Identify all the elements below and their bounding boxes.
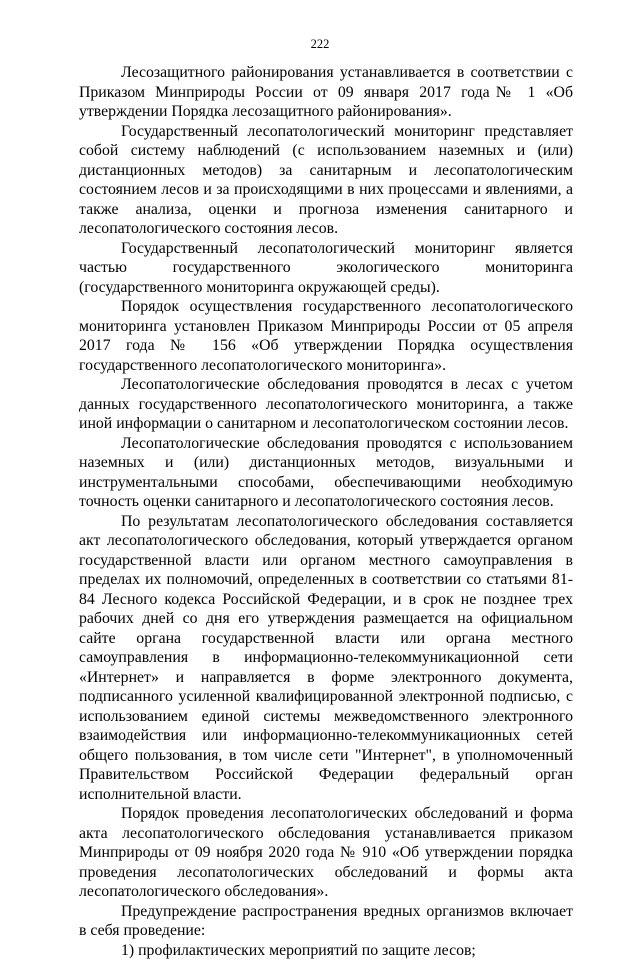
paragraph-survey-methods: Лесопатологические обследования проводятся с использованием наземных и (или) дистанционных методов, визуальными и инструментальными способами, обеспечивающими необходимую точность оценки санитарного и лесопатологического состояния лесов.: [79, 434, 573, 512]
paragraph-survey-procedure-order: Порядок проведения лесопатологических обследований и форма акта лесопатологического обследования устанавливается приказом Минприроды от 09 ноября 2020 года № 910 «Об утверждении порядка проведения лесопатологических обследований и формы акта лесопатологического обследования».: [79, 804, 573, 902]
document-body: [79, 63, 573, 960]
paragraph-monitoring-procedure: Порядок осуществления государственного лесопатологического мониторинга установлен Приказом Минприроды России от 05 апреля 2017 года № 156 «Об утверждении Порядка осуществления государственного лесопатологического мониторинга».: [79, 297, 573, 375]
paragraph-survey-act: По результатам лесопатологического обследования составляется акт лесопатологического обследования, который утверждается органом государственной власти или органом местного самоуправления в пределах их полномочий, определенных в соответствии со статьями 81-84 Лесного кодекса Российской Федерации, и в срок не позднее трех рабочих дней со дня его утверждения размещается на официальном сайте органа государственной власти или органа местного самоуправления в информационно-телекоммуникационной сети «Интернет» и направляется в форме электронного документа, подписанного усиленной квалифицированной электронной подписью, с использованием единой системы межведомственного электронного взаимодействия или информационно-телекоммуникационных сетей общего пользования, в том числе сети "Интернет", в уполномоченный Правительством Российской Федерации федеральный орган исполнительной власти.: [79, 512, 573, 805]
page-number: 222: [0, 36, 640, 52]
list-item-preventive-measures: 1) профилактических мероприятий по защите лесов;: [79, 941, 573, 960]
paragraph-monitoring-part-of-ecological: Государственный лесопатологический мониторинг является частью государственного экологического мониторинга (государственного мониторинга окружающей среды).: [79, 239, 573, 298]
paragraph-forest-protection-zoning: Лесозащитного районирования устанавливается в соответствии с Приказом Минприроды России от 09 января 2017 года№ 1 «Об утверждении Порядка лесозащитного районирования».: [79, 63, 573, 122]
paragraph-surveys-conducted: Лесопатологические обследования проводятся в лесах с учетом данных государственного лесопатологического мониторинга, а также иной информации о санитарном и лесопатологическом состоянии лесов.: [79, 375, 573, 434]
paragraph-monitoring-definition: Государственный лесопатологический мониторинг представляет собой систему наблюдений (с использованием наземных и (или) дистанционных методов) за санитарным и лесопатологическим состоянием лесов и за происходящими в них процессами и явлениями, а также анализа, оценки и прогноза изменения санитарного и лесопатологического состояния лесов.: [79, 122, 573, 239]
paragraph-prevention-spread: Предупреждение распространения вредных организмов включает в себя проведение:: [79, 902, 573, 941]
